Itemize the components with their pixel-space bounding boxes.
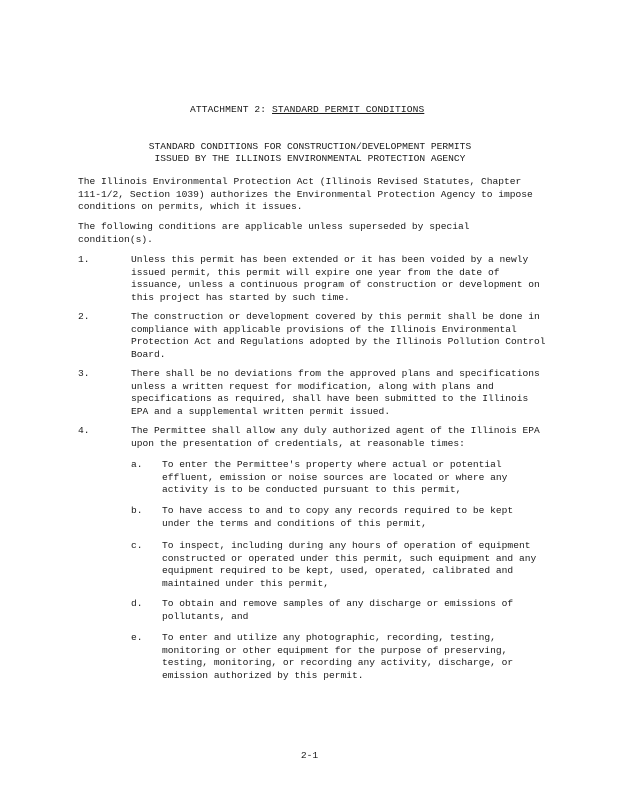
condition-number: 1. — [78, 254, 90, 265]
subcondition-text: To obtain and remove samples of any discharge or emissions of pollutants, and — [162, 598, 514, 622]
applicability-paragraph: The following conditions are applicable unless superseded by special condition(s). — [78, 221, 470, 245]
attachment-subject: STANDARD PERMIT CONDITIONS — [272, 104, 425, 115]
subcondition-letter: e. — [131, 632, 143, 643]
subcondition-letter: d. — [131, 598, 143, 609]
condition-text: There shall be no deviations from the approved plans and specifications unless a written request for modification, along with plans and specifications as required, shall have been submitted to the Illinois EPA and a supplemental written permit issued. — [131, 368, 540, 417]
condition-text: The construction or development covered by this permit shall be done in compliance with applicable provisions of the Illinois Environmental Protection Act and Regulations adopted by the Illinois Pollution Control Board. — [131, 311, 546, 360]
document-heading-line-2: ISSUED BY THE ILLINOIS ENVIRONMENTAL PROTECTION AGENCY — [154, 153, 466, 164]
attachment-title — [190, 104, 440, 117]
condition-number: 2. — [78, 311, 90, 322]
subcondition-text: To enter the Permittee's property where actual or potential effluent, emission or noise sources are located or where any activity is to be conducted pursuant to this permit, — [162, 459, 508, 496]
intro-paragraph: The Illinois Environmental Protection Act (Illinois Revised Statutes, Chapter 111-1/2, Section 1039) authorizes the Environmental Protection Agency to impose conditions on permits, which it issues. — [78, 176, 533, 213]
condition-text: The Permittee shall allow any duly authorized agent of the Illinois EPA upon the presentation of credentials, at reasonable times: — [131, 425, 540, 449]
subcondition-letter: b. — [131, 505, 143, 516]
page-number: 2-1 — [300, 750, 319, 761]
condition-number: 4. — [78, 425, 90, 436]
subcondition-letter: c. — [131, 540, 143, 551]
subcondition-text: To inspect, including during any hours of operation of equipment constructed or operated under this permit, such equipment and any equipment required to be kept, used, operated, calibrated and maintained under this permit, — [162, 540, 537, 589]
attachment-label: ATTACHMENT 2: — [190, 104, 267, 115]
subcondition-letter: a. — [131, 459, 143, 470]
condition-text: Unless this permit has been extended or it has been voided by a newly issued permit, this permit will expire one year from the date of issuance, unless a continuous program of construction or development on this project has started by such time. — [131, 254, 540, 303]
document-heading-line-1: STANDARD CONDITIONS FOR CONSTRUCTION/DEVELOPMENT PERMITS — [148, 141, 472, 152]
condition-number: 3. — [78, 368, 90, 379]
subcondition-text: To enter and utilize any photographic, recording, testing, monitoring or other equipment for the purpose of preserving, testing, monitoring, or recording any activity, discharge, or emission authorized by this permit. — [162, 632, 514, 681]
subcondition-text: To have access to and to copy any records required to be kept under the terms and conditions of this permit, — [162, 505, 514, 529]
